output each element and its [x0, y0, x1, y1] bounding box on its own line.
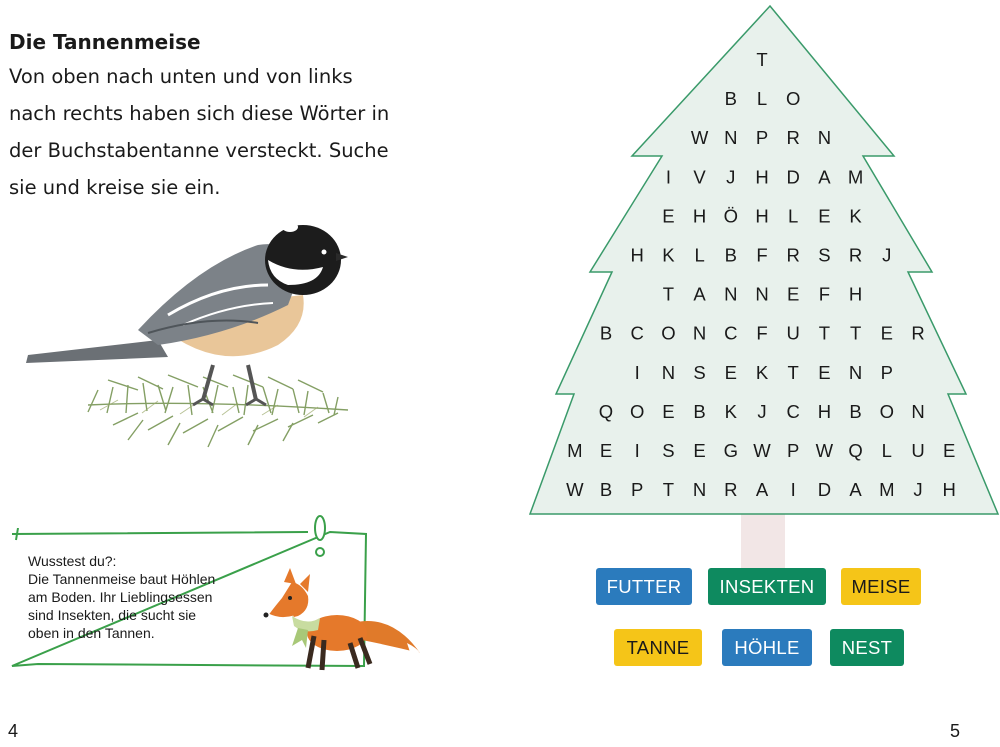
- puzzle-letter[interactable]: Q: [848, 440, 863, 461]
- page-number-left: 4: [8, 721, 19, 741]
- puzzle-letter[interactable]: T: [787, 361, 799, 383]
- puzzle-letter[interactable]: W: [753, 440, 771, 461]
- puzzle-letter[interactable]: J: [757, 400, 767, 422]
- puzzle-letter[interactable]: A: [818, 166, 831, 188]
- puzzle-letter[interactable]: L: [756, 88, 768, 110]
- puzzle-letter[interactable]: I: [665, 166, 671, 188]
- puzzle-letter[interactable]: K: [849, 205, 862, 227]
- puzzle-letter[interactable]: R: [848, 244, 863, 266]
- puzzle-letter[interactable]: N: [848, 361, 863, 383]
- puzzle-letter[interactable]: E: [693, 440, 706, 461]
- puzzle-letter[interactable]: D: [786, 166, 800, 188]
- puzzle-letter[interactable]: B: [599, 479, 613, 501]
- puzzle-letter[interactable]: N: [755, 283, 769, 305]
- word-tag-höhle: HÖHLE: [722, 629, 812, 666]
- info-line: Wusstest du?:: [28, 553, 117, 569]
- puzzle-letter[interactable]: R: [786, 127, 800, 149]
- puzzle-letter[interactable]: P: [787, 440, 800, 461]
- puzzle-letter[interactable]: R: [786, 244, 800, 266]
- instruction-line: sie und kreise sie ein.: [9, 176, 221, 199]
- puzzle-letter[interactable]: E: [724, 361, 737, 383]
- puzzle-letter[interactable]: U: [786, 322, 800, 344]
- puzzle-letter[interactable]: N: [817, 127, 832, 149]
- puzzle-letter[interactable]: S: [693, 361, 706, 383]
- puzzle-letter[interactable]: E: [880, 322, 893, 344]
- puzzle-letter[interactable]: O: [879, 400, 894, 422]
- puzzle-letter[interactable]: I: [634, 440, 640, 461]
- puzzle-letter[interactable]: J: [882, 244, 892, 266]
- puzzle-letter[interactable]: E: [662, 205, 675, 227]
- puzzle-letter[interactable]: R: [911, 322, 925, 344]
- puzzle-letter[interactable]: M: [567, 440, 583, 461]
- puzzle-letter[interactable]: U: [911, 440, 925, 461]
- instruction-line: Von oben nach unten und von links: [9, 65, 353, 88]
- puzzle-letter[interactable]: E: [943, 440, 956, 461]
- info-line: sind Insekten, die sucht sie: [28, 607, 197, 623]
- puzzle-letter[interactable]: T: [662, 283, 675, 305]
- puzzle-letter[interactable]: T: [662, 479, 675, 501]
- info-line: oben in den Tannen.: [28, 625, 155, 641]
- word-tag-nest: NEST: [830, 629, 904, 666]
- puzzle-letter[interactable]: S: [818, 244, 831, 266]
- puzzle-letter[interactable]: H: [942, 479, 956, 501]
- puzzle-letter[interactable]: N: [724, 283, 738, 305]
- puzzle-letter[interactable]: L: [694, 244, 705, 266]
- puzzle-letter[interactable]: K: [755, 361, 769, 383]
- puzzle-letter[interactable]: A: [755, 479, 769, 501]
- puzzle-letter[interactable]: E: [787, 283, 800, 305]
- puzzle-letter[interactable]: I: [634, 361, 640, 383]
- puzzle-letter[interactable]: R: [724, 479, 738, 501]
- instruction-line: nach rechts haben sich diese Wörter in: [9, 102, 390, 125]
- puzzle-letter[interactable]: B: [724, 244, 737, 266]
- info-line: am Boden. Ihr Lieblingsessen: [28, 589, 213, 605]
- puzzle-letter[interactable]: K: [724, 400, 737, 422]
- puzzle-letter[interactable]: N: [692, 322, 707, 344]
- instruction-line: der Buchstabentanne versteckt. Suche: [9, 139, 389, 162]
- puzzle-letter[interactable]: M: [879, 479, 895, 501]
- letter-tree: [528, 4, 1000, 604]
- puzzle-letter[interactable]: T: [818, 322, 831, 344]
- puzzle-letter[interactable]: O: [661, 322, 676, 344]
- puzzle-letter[interactable]: S: [662, 440, 675, 461]
- puzzle-letter[interactable]: F: [756, 322, 768, 344]
- puzzle-letter[interactable]: E: [818, 205, 831, 227]
- word-tag-meise: MEISE: [841, 568, 921, 605]
- puzzle-letter[interactable]: W: [815, 440, 834, 461]
- puzzle-letter[interactable]: B: [693, 400, 706, 422]
- puzzle-letter[interactable]: N: [661, 361, 676, 383]
- puzzle-letter[interactable]: P: [755, 127, 769, 149]
- fox-illustration: [262, 568, 422, 676]
- word-tag-futter: FUTTER: [596, 568, 692, 605]
- puzzle-letter[interactable]: H: [817, 400, 832, 422]
- puzzle-letter[interactable]: I: [790, 479, 796, 501]
- puzzle-letter[interactable]: K: [662, 244, 675, 266]
- puzzle-letter[interactable]: M: [847, 166, 864, 188]
- puzzle-letter[interactable]: H: [755, 205, 769, 227]
- puzzle-letter[interactable]: N: [911, 400, 925, 422]
- puzzle-letter[interactable]: C: [724, 322, 738, 344]
- puzzle-letter[interactable]: H: [848, 283, 863, 305]
- puzzle-letter[interactable]: A: [849, 479, 862, 501]
- puzzle-letter[interactable]: P: [880, 361, 893, 383]
- puzzle-letter[interactable]: H: [755, 166, 769, 188]
- puzzle-letter[interactable]: T: [849, 322, 862, 344]
- puzzle-letter[interactable]: P: [631, 479, 644, 501]
- page-number-right: 5: [950, 721, 961, 741]
- puzzle-letter[interactable]: B: [849, 400, 862, 422]
- puzzle-letter[interactable]: V: [693, 166, 706, 188]
- puzzle-letter[interactable]: A: [693, 283, 706, 305]
- puzzle-letter[interactable]: W: [566, 479, 584, 501]
- puzzle-letter[interactable]: D: [817, 479, 832, 501]
- puzzle-letter[interactable]: Ö: [723, 205, 738, 227]
- puzzle-letter[interactable]: F: [818, 283, 831, 305]
- puzzle-letter[interactable]: O: [630, 400, 645, 422]
- puzzle-letter[interactable]: L: [881, 440, 892, 461]
- puzzle-letter[interactable]: W: [690, 127, 709, 149]
- word-tag-tanne: TANNE: [614, 629, 702, 666]
- word-tag-insekten: INSEKTEN: [708, 568, 826, 605]
- puzzle-letter[interactable]: T: [756, 49, 768, 70]
- coal-tit-illustration: [18, 205, 368, 470]
- puzzle-letter[interactable]: E: [818, 361, 831, 383]
- puzzle-letter[interactable]: F: [756, 244, 768, 266]
- page-title: Die Tannenmeise: [9, 30, 201, 54]
- puzzle-letter[interactable]: H: [692, 205, 707, 227]
- puzzle-letter[interactable]: N: [692, 479, 707, 501]
- puzzle-letter[interactable]: B: [599, 322, 613, 344]
- exclamation-icon: [308, 514, 332, 562]
- puzzle-letter[interactable]: N: [724, 127, 738, 149]
- puzzle-letter[interactable]: C: [630, 322, 644, 344]
- puzzle-letter[interactable]: B: [724, 88, 737, 110]
- puzzle-letter[interactable]: G: [723, 440, 738, 461]
- instructions: [9, 58, 429, 206]
- puzzle-letter[interactable]: E: [599, 440, 613, 461]
- puzzle-letter[interactable]: H: [630, 244, 644, 266]
- puzzle-letter[interactable]: Q: [598, 400, 614, 422]
- puzzle-letter[interactable]: C: [786, 400, 800, 422]
- puzzle-letter[interactable]: E: [662, 400, 675, 422]
- puzzle-letter[interactable]: J: [726, 166, 736, 188]
- info-line: Die Tannenmeise baut Höhlen: [28, 571, 216, 587]
- puzzle-letter[interactable]: J: [913, 479, 923, 501]
- info-text: [28, 552, 278, 642]
- puzzle-letter[interactable]: O: [786, 88, 801, 110]
- puzzle-letter[interactable]: L: [788, 205, 799, 227]
